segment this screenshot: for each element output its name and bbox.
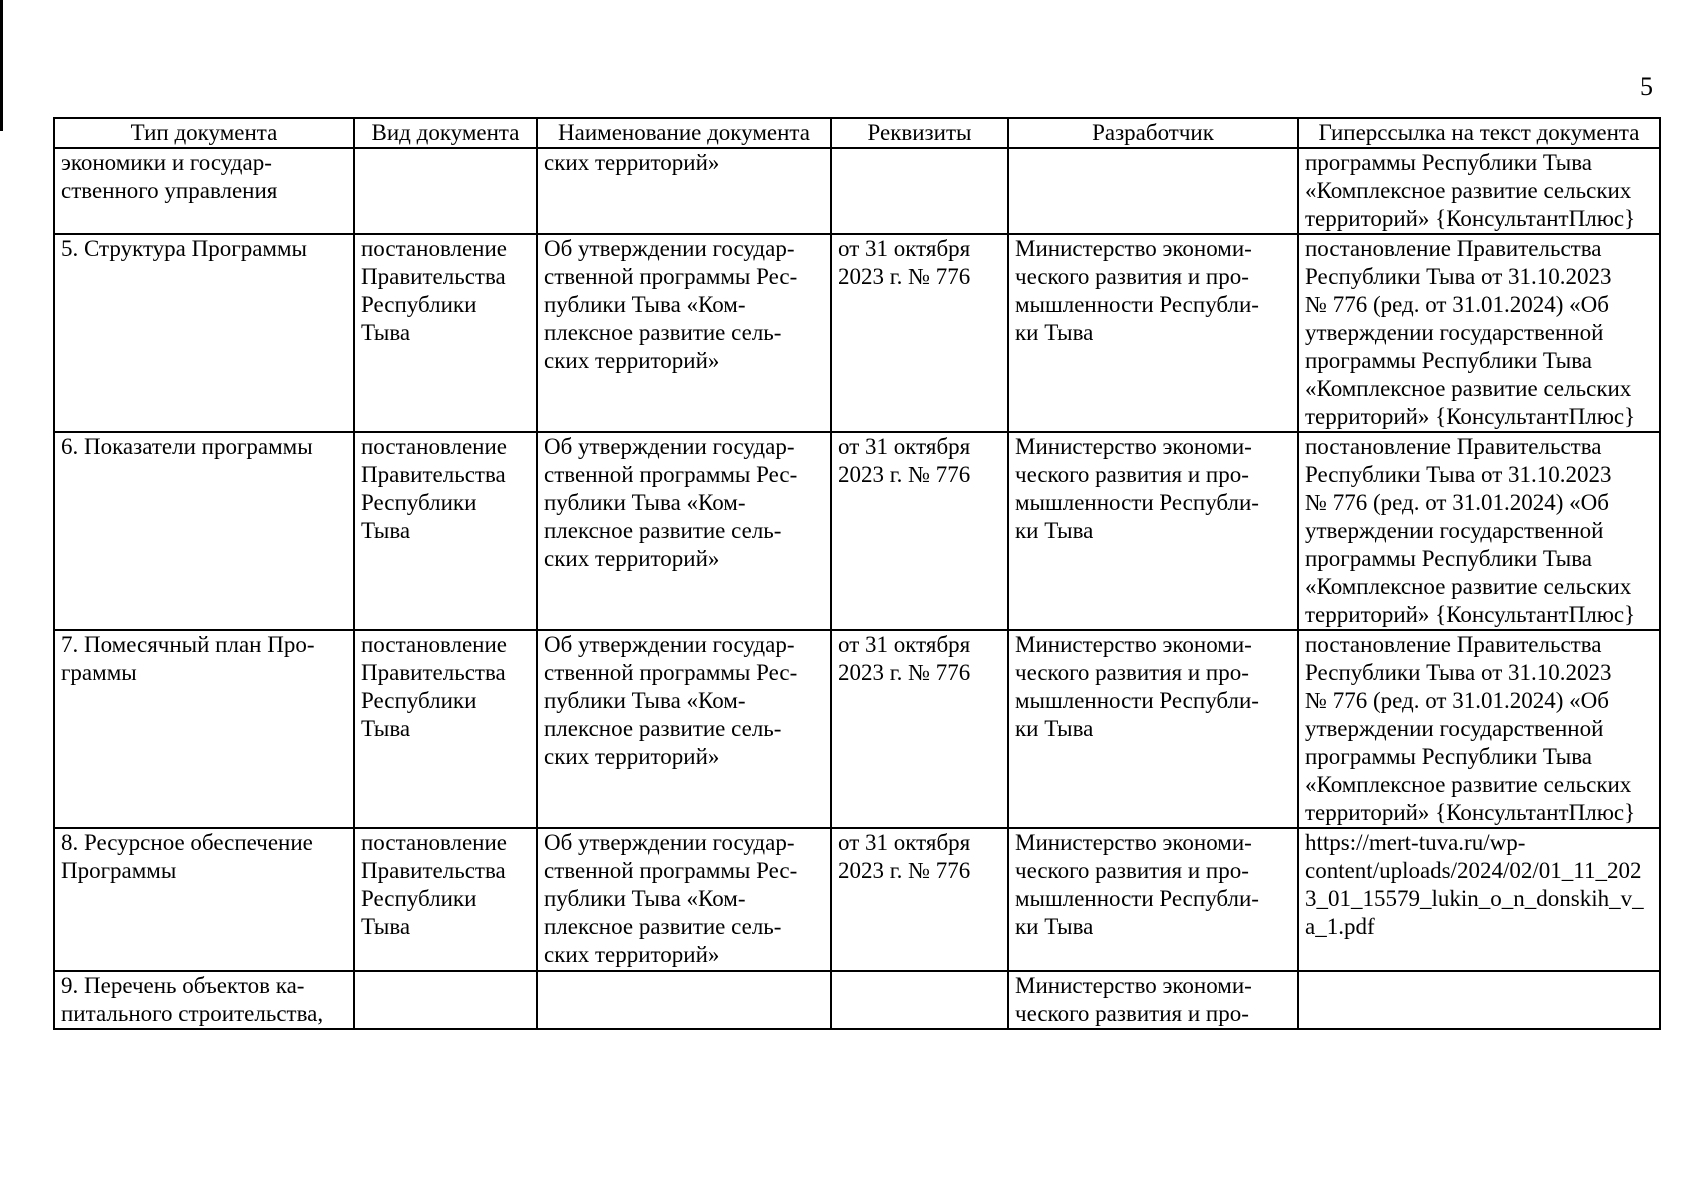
cell-requisites [831,971,1008,1029]
cell-hyperlink [1298,971,1660,1029]
cell-doc-name [537,971,831,1029]
cell-doc-name: Об утверждении государ- ственной программы Рес- публики Тыва «Ком- плексное развитие сель- ских территорий» [537,630,831,828]
cell-doc-type: 5. Структура Программы [54,234,354,432]
table-row [54,432,1660,630]
scan-edge-line [0,0,3,131]
cell-requisites: от 31 октября 2023 г. № 776 [831,432,1008,630]
header-doc-name: Наименование документа [537,118,831,148]
cell-doc-type: 8. Ресурсное обеспечение Программы [54,828,354,971]
cell-doc-kind [354,148,537,234]
cell-doc-name: Об утверждении государ- ственной программы Рес- публики Тыва «Ком- плексное развитие сель- ских территорий» [537,432,831,630]
document-table [53,117,1661,1030]
header-doc-kind: Вид документа [354,118,537,148]
cell-doc-name: Об утверждении государ- ственной программы Рес- публики Тыва «Ком- плексное развитие сель- ских территорий» [537,828,831,971]
header-doc-type: Тип документа [54,118,354,148]
table-row [54,971,1660,1029]
cell-doc-name: Об утверждении государ- ственной программы Рес- публики Тыва «Ком- плексное развитие сель- ских территорий» [537,234,831,432]
cell-hyperlink-url[interactable]: https://mert-tuva.ru/wp- content/uploads/2024/02/01_11_202 3_01_15579_lukin_o_n_donskih_v_ a_1.pdf [1298,828,1660,971]
cell-requisites: от 31 октября 2023 г. № 776 [831,234,1008,432]
cell-doc-kind [354,971,537,1029]
cell-doc-type: 9. Перечень объектов ка- питального строительства, [54,971,354,1029]
header-hyperlink: Гиперссылка на текст документа [1298,118,1660,148]
cell-doc-kind: постановление Правительства Республики Тыва [354,828,537,971]
page-number: 5 [1640,72,1653,101]
header-requisites: Реквизиты [831,118,1008,148]
table-row [54,630,1660,828]
cell-hyperlink: постановление Правительства Республики Тыва от 31.10.2023 № 776 (ред. от 31.01.2024) «Об утверждении государственной программы Республики Тыва «Комплексное развитие сельских территорий» {КонсультантПлюс} [1298,630,1660,828]
cell-doc-type: экономики и государ- ственного управления [54,148,354,234]
cell-requisites [831,148,1008,234]
cell-requisites: от 31 октября 2023 г. № 776 [831,828,1008,971]
cell-developer: Министерство экономи- ческого развития и про- мышленности Республи- ки Тыва [1008,828,1298,971]
cell-developer: Министерство экономи- ческого развития и про- мышленности Республи- ки Тыва [1008,432,1298,630]
cell-doc-type: 7. Помесячный план Про- граммы [54,630,354,828]
cell-doc-name: ских территорий» [537,148,831,234]
cell-hyperlink: программы Республики Тыва «Комплексное развитие сельских территорий» {КонсультантПлюс} [1298,148,1660,234]
cell-doc-kind: постановление Правительства Республики Тыва [354,432,537,630]
cell-doc-kind: постановление Правительства Республики Тыва [354,234,537,432]
table-row [54,148,1660,234]
table-row [54,828,1660,971]
table-row [54,234,1660,432]
cell-hyperlink: постановление Правительства Республики Тыва от 31.10.2023 № 776 (ред. от 31.01.2024) «Об утверждении государственной программы Республики Тыва «Комплексное развитие сельских территорий» {КонсультантПлюс} [1298,432,1660,630]
cell-hyperlink: постановление Правительства Республики Тыва от 31.10.2023 № 776 (ред. от 31.01.2024) «Об утверждении государственной программы Республики Тыва «Комплексное развитие сельских территорий» {КонсультантПлюс} [1298,234,1660,432]
cell-requisites: от 31 октября 2023 г. № 776 [831,630,1008,828]
header-developer: Разработчик [1008,118,1298,148]
cell-developer: Министерство экономи- ческого развития и про- мышленности Республи- ки Тыва [1008,630,1298,828]
cell-doc-type: 6. Показатели программы [54,432,354,630]
cell-developer: Министерство экономи- ческого развития и про- мышленности Республи- ки Тыва [1008,234,1298,432]
cell-developer [1008,148,1298,234]
cell-doc-kind: постановление Правительства Республики Тыва [354,630,537,828]
cell-developer: Министерство экономи- ческого развития и про- [1008,971,1298,1029]
table-header-row [54,118,1660,148]
